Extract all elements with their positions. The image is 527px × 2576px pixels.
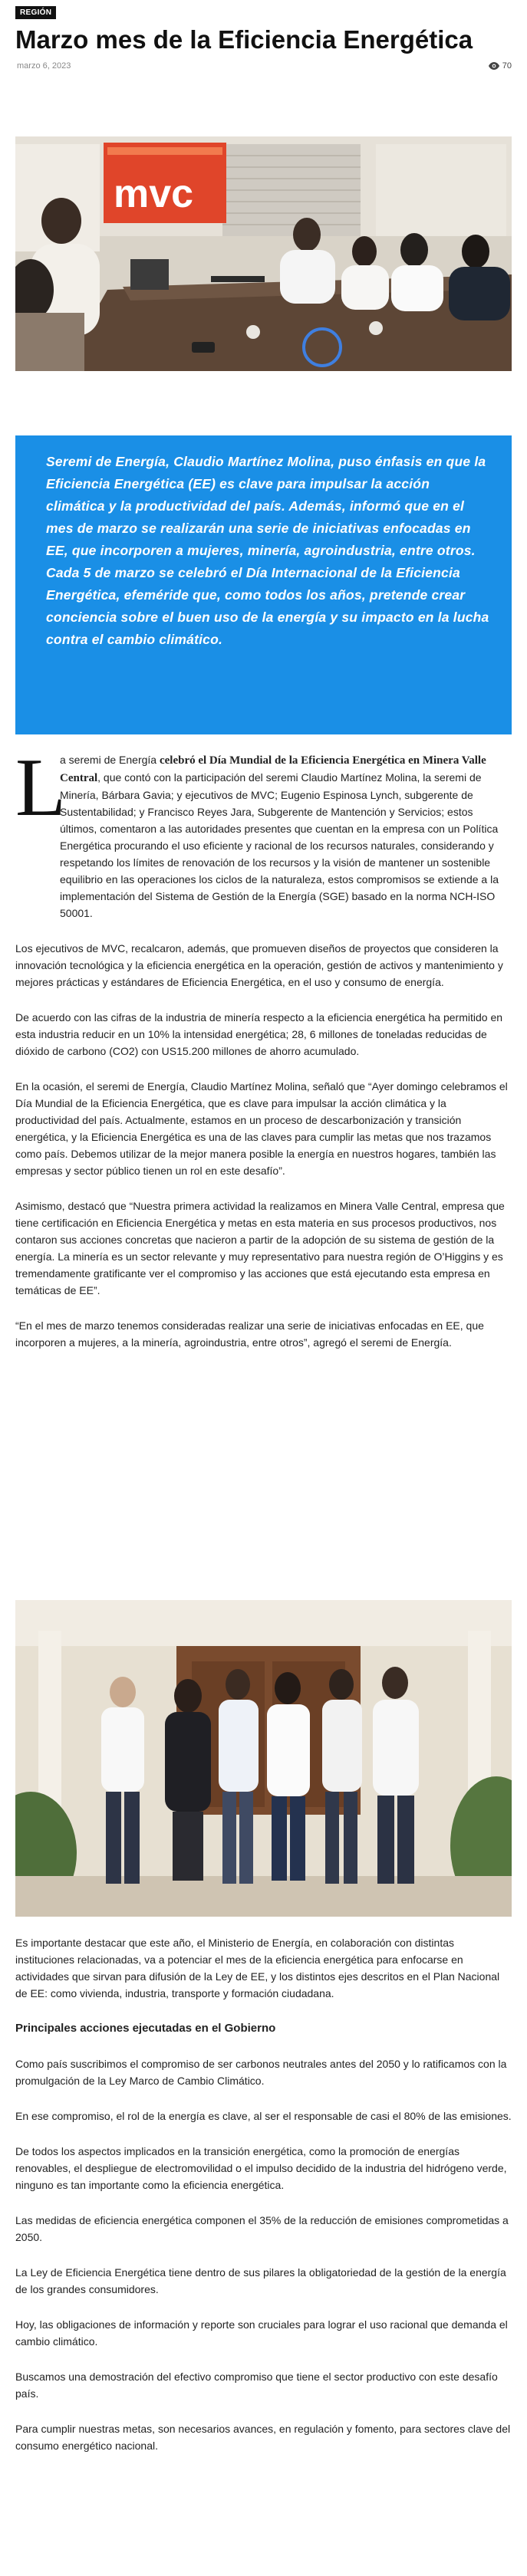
article-paragraph-11: Las medidas de eficiencia energética componen el 35% de la reducción de emisiones comprometidas a 2050. [15, 2214, 509, 2243]
article-meta [15, 61, 512, 74]
view-count-value: 70 [502, 61, 512, 71]
article-paragraph-10: De todos los aspectos implicados en la transición energética, como la promoción de energías renovables, el despliegue de electromovilidad o el impulso decidido de la industria del hidrógeno verde, ninguno es tan importante como la eficiencia energética. [15, 2145, 507, 2191]
article-paragraph-6: “En el mes de marzo tenemos consideradas realizar una serie de iniciativas enfocadas en EE, que incorporen a mujeres, a la minería, agroindustria, entre otros”, agregó el seremi de Energía. [15, 1319, 484, 1349]
article-paragraph-9: En ese compromiso, el rol de la energía es clave, al ser el responsable de casi el 80% de las emisiones. [15, 2110, 512, 2122]
highlight-callout: Seremi de Energía, Claudio Martínez Molina, puso énfasis en que la Eficiencia Energética (EE) es clave para impulsar la acción climática y la productividad del país. Además, informó que en el mes de marzo se realizarán una serie de iniciativas enfocadas en EE, que incorporen a mujeres, minería, agroindustria, entre otros. Cada 5 de marzo se celebró el Día Internacional de la Eficiencia Energética, efeméride que, como todos los años, pretende crear conciencia sobre el buen uso de la energía y su impacto en la lucha contra el cambio climático. [15, 435, 512, 734]
publish-date: marzo 6, 2023 [17, 61, 71, 71]
article-paragraph-1: L a seremi de Energía celebró el Día Mundial de la Eficiencia Energética en Minera Valle Central, que contó con la participación del seremi Claudio Martínez Molina, la seremi de Minería, Bárbara Gavia; y ejecutivos de MVC; Eugenio Espinosa Lynch, subgerente de Sustentabilidad; y Francisco Reyes Jara, Subgerente de Mantención y Servicios; estos últimos, comentaron a las autoridades presentes que cuentan en la empresa con un Política Energética procurando el uso eficiente y racional de los recursos naturales, considerando y respetando los límites de renovación de los recursos y la visión de mantener un sostenible equilibrio en las operaciones los ciclos de la naturaleza, estos compromisos se extiende a la implementación del Sistema de Gestión de la Energía (SGE) basado en la norma NCH-ISO 50001. [15, 742, 499, 919]
article-paragraph-4: En la ocasión, el seremi de Energía, Claudio Martínez Molina, señaló que “Ayer domingo celebramos el Día Mundial de la Eficiencia Energética, que es clave para impulsar la acción climática y la productividad del país. Actualmente, estamos en un proceso de descarbonización y transición energética, y la Eficiencia Energética es una de las claves para cumplir las metas que nos trazamos como país. Debemos utilizar de la mejor manera posible la energía en nuestros hogares, también las empresas y sector público tienen un rol en este desafío”. [15, 1080, 508, 1177]
article-paragraph-3: De acuerdo con las cifras de la industria de minería respecto a la eficiencia energética ha permitido en esta industria reducir en un 10% la intensidad energética; 28, 6 millones de toneladas reducidas de dióxido de carbono (CO2) con US15.200 millones de ahorro acumulado. [15, 1011, 503, 1057]
article-paragraph-13: Hoy, las obligaciones de información y reporte son cruciales para lograr el uso racional que demanda el cambio climático. [15, 2318, 508, 2348]
drop-cap: L [15, 742, 66, 833]
article-title: Marzo mes de la Eficiencia Energética [15, 25, 473, 54]
article-paragraph-15: Para cumplir nuestras metas, son necesarios avances, en regulación y fomento, para sectores clave del consumo energético nacional. [15, 2423, 511, 2452]
article-paragraph-5: Asimismo, destacó que “Nuestra primera actividad la realizamos en Minera Valle Central, empresa que tiene certificación en Eficiencia Energética y metas en esta materia en sus procesos productivos, nos contaron sus acciones concretas que nacieron a partir de la adopción de su sistema de gestión de la energía. La minería es un sector relevante y muy representativo para nuestra región de O’Higgins y es tremendamente gratificante ver el compromiso y las acciones que está ejecutando esta empresa en temáticas de EE”. [15, 1200, 505, 1296]
meeting-photo [15, 136, 512, 371]
group-photo [15, 1600, 512, 1917]
article-body-continued [15, 1934, 512, 2472]
article-paragraph-12: La Ley de Eficiencia Energética tiene dentro de sus pilares la obligatoriedad de la gestión de la energía de los grandes consumidores. [15, 2266, 506, 2295]
article-paragraph-14: Buscamos una demostración del efectivo compromiso que tiene el sector productivo con este desafío país. [15, 2371, 498, 2400]
category-tag[interactable]: REGIÓN [15, 6, 56, 19]
view-count [489, 61, 512, 71]
screen-logo-text: mvc [114, 172, 194, 216]
article-paragraph-7: Es importante destacar que este año, el Ministerio de Energía, en colaboración con distintas instituciones relacionadas, va a potenciar el mes de la eficiencia energética para enfocarse en actividades que sirvan para difusión de la Ley de EE, y los distintos ejes descritos en el Plan Nacional de EE: como vivienda, industria, transporte y formación ciudadana. [15, 1937, 500, 1999]
article-body [15, 742, 512, 1369]
section-subheading: Principales acciones ejecutadas en el Gobierno [15, 2022, 276, 2035]
article-paragraph-8: Como país suscribimos el compromiso de ser carbonos neutrales antes del 2050 y lo ratificamos con la promulgación de la Ley Marco de Cambio Climático. [15, 2058, 507, 2087]
article-paragraph-2: Los ejecutivos de MVC, recalcaron, además, que promueven diseños de proyectos que consideren la innovación tecnológica y la eficiencia energética en la operación, gestión de activos y mantenimiento y mejores prácticas y estándares de Eficiencia Energética, en el uso y consumo de energía. [15, 942, 503, 988]
eye-icon [489, 62, 499, 70]
